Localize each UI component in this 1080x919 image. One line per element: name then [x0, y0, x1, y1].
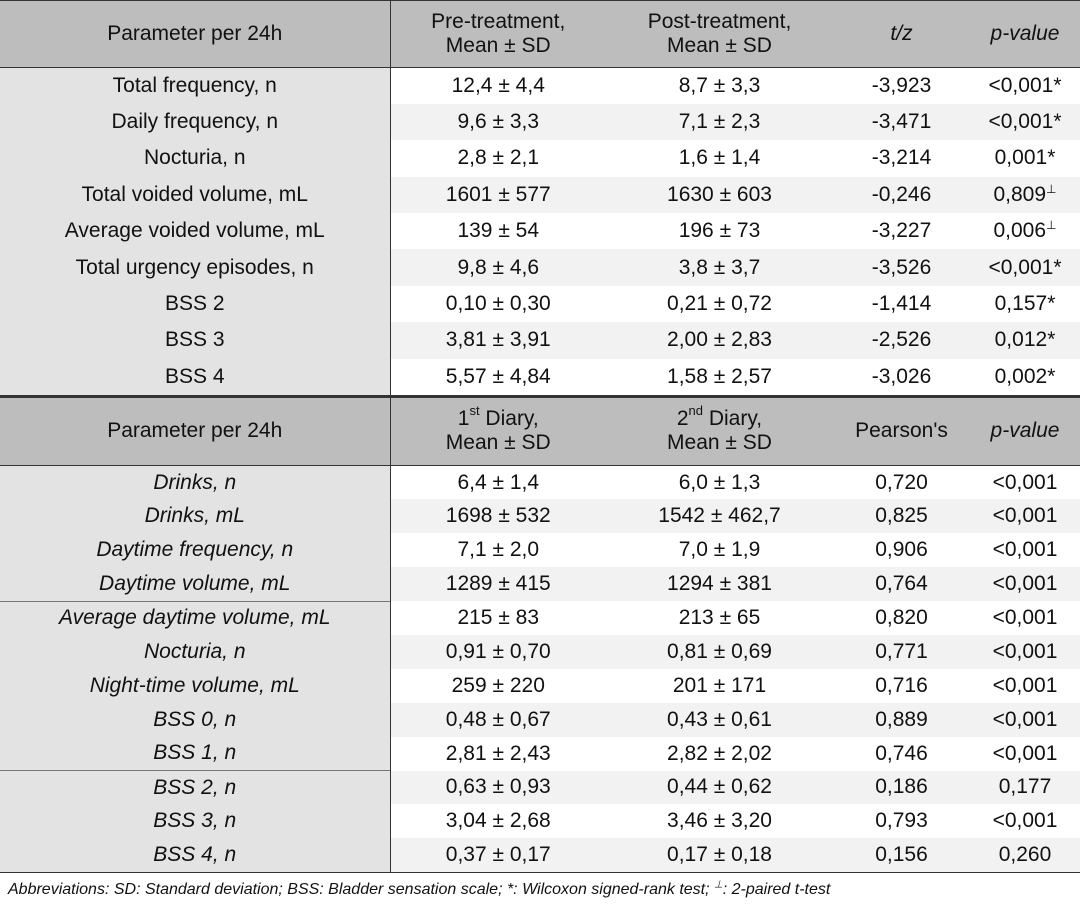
post-treatment-value: 8,7 ± 3,3: [606, 68, 833, 104]
header-t-z: t/z: [833, 1, 970, 68]
first-diary-value: 0,91 ± 0,70: [390, 635, 606, 669]
test-marker: ⊥: [1046, 218, 1057, 233]
post-treatment-value: 0,21 ± 0,72: [606, 286, 833, 322]
test-marker: *: [1047, 292, 1056, 316]
first-diary-value: 2,81 ± 2,43: [390, 737, 606, 771]
test-marker: *: [1047, 146, 1056, 170]
t-z-value: -3,526: [833, 249, 970, 285]
table-row: [0, 533, 1080, 567]
test-marker: *: [1053, 255, 1062, 279]
second-diary-value: 2,82 ± 2,02: [606, 737, 833, 771]
table-row: [0, 601, 1080, 635]
p-value: 0,260: [970, 838, 1080, 872]
t-z-value: -1,414: [833, 286, 970, 322]
t-z-value: -3,471: [833, 104, 970, 140]
first-diary-value: 215 ± 83: [390, 601, 606, 635]
footnote: Abbreviations: SD: Standard deviation; BSS: Bladder sensation scale; *: Wilcoxon signed-rank test; ⊥: 2-paired t-test: [8, 879, 831, 898]
table-header-row: [0, 1, 1080, 68]
table-row: [0, 249, 1080, 285]
row-parameter: Total urgency episodes, n: [0, 249, 390, 285]
p-value: <0,001: [970, 737, 1080, 771]
second-diary-value: 213 ± 65: [606, 601, 833, 635]
t-z-value: -3,923: [833, 68, 970, 104]
treatment-comparison-table: [0, 0, 1080, 396]
p-value: <0,001: [970, 635, 1080, 669]
header-p-value: p-value: [970, 397, 1080, 466]
pearson-value: 0,906: [833, 533, 970, 567]
p-value: <0,001: [970, 499, 1080, 533]
table-row: [0, 838, 1080, 872]
test-marker: ⊥: [1046, 181, 1057, 196]
table-row: [0, 104, 1080, 140]
row-parameter: BSS 4: [0, 359, 390, 395]
first-diary-value: 259 ± 220: [390, 669, 606, 703]
header-parameter: Parameter per 24h: [0, 1, 390, 68]
pre-treatment-value: 139 ± 54: [390, 213, 606, 249]
post-treatment-value: 7,1 ± 2,3: [606, 104, 833, 140]
pre-treatment-value: 1601 ± 577: [390, 177, 606, 213]
pearson-value: 0,889: [833, 703, 970, 737]
header-first-diary: 1st Diary, Mean ± SD: [390, 397, 606, 466]
second-diary-value: 0,17 ± 0,18: [606, 838, 833, 872]
header-second-diary: 2nd Diary, Mean ± SD: [606, 397, 833, 466]
post-treatment-value: 196 ± 73: [606, 213, 833, 249]
second-diary-value: 3,46 ± 3,20: [606, 804, 833, 838]
p-value: <0,001*: [970, 104, 1080, 140]
test-marker: *: [1047, 328, 1056, 352]
test-marker: *: [1053, 73, 1062, 97]
row-parameter: Night-time volume, mL: [0, 669, 390, 703]
second-diary-value: 0,44 ± 0,62: [606, 771, 833, 805]
second-diary-value: 7,0 ± 1,9: [606, 533, 833, 567]
table-row: [0, 703, 1080, 737]
p-value: 0,177: [970, 771, 1080, 805]
second-diary-value: 1294 ± 381: [606, 567, 833, 601]
t-z-value: -3,214: [833, 140, 970, 176]
header-pre-treatment: Pre-treatment, Mean ± SD: [390, 1, 606, 68]
pre-treatment-value: 0,10 ± 0,30: [390, 286, 606, 322]
pre-treatment-value: 12,4 ± 4,4: [390, 68, 606, 104]
table-row: [0, 359, 1080, 395]
pearson-value: 0,825: [833, 499, 970, 533]
first-diary-value: 1289 ± 415: [390, 567, 606, 601]
p-value: 0,012*: [970, 322, 1080, 358]
p-value: <0,001*: [970, 249, 1080, 285]
row-parameter: Drinks, n: [0, 466, 390, 500]
pearson-value: 0,746: [833, 737, 970, 771]
table-row: [0, 213, 1080, 249]
pearson-value: 0,720: [833, 466, 970, 500]
t-z-value: -3,227: [833, 213, 970, 249]
post-treatment-value: 1,6 ± 1,4: [606, 140, 833, 176]
row-parameter: BSS 3, n: [0, 804, 390, 838]
pearson-value: 0,156: [833, 838, 970, 872]
pre-treatment-value: 9,8 ± 4,6: [390, 249, 606, 285]
p-value: <0,001: [970, 804, 1080, 838]
table-row: [0, 68, 1080, 104]
second-diary-value: 201 ± 171: [606, 669, 833, 703]
header-parameter: Parameter per 24h: [0, 397, 390, 466]
second-diary-value: 1542 ± 462,7: [606, 499, 833, 533]
first-diary-value: 7,1 ± 2,0: [390, 533, 606, 567]
table-row: [0, 177, 1080, 213]
table-header-row: [0, 397, 1080, 466]
row-parameter: Drinks, mL: [0, 499, 390, 533]
pearson-value: 0,820: [833, 601, 970, 635]
row-parameter: BSS 1, n: [0, 737, 390, 771]
table-row: [0, 737, 1080, 771]
row-parameter: Nocturia, n: [0, 635, 390, 669]
pearson-value: 0,186: [833, 771, 970, 805]
table-row: [0, 635, 1080, 669]
pre-treatment-value: 5,57 ± 4,84: [390, 359, 606, 395]
table-row: [0, 771, 1080, 805]
post-treatment-value: 1630 ± 603: [606, 177, 833, 213]
row-parameter: Daily frequency, n: [0, 104, 390, 140]
pearson-value: 0,771: [833, 635, 970, 669]
pearson-value: 0,764: [833, 567, 970, 601]
row-parameter: BSS 0, n: [0, 703, 390, 737]
p-value: 0,001*: [970, 140, 1080, 176]
p-value: <0,001*: [970, 68, 1080, 104]
row-parameter: BSS 2, n: [0, 771, 390, 805]
pre-treatment-value: 3,81 ± 3,91: [390, 322, 606, 358]
row-parameter: BSS 3: [0, 322, 390, 358]
t-z-value: -0,246: [833, 177, 970, 213]
p-value: <0,001: [970, 533, 1080, 567]
p-value: <0,001: [970, 466, 1080, 500]
first-diary-value: 3,04 ± 2,68: [390, 804, 606, 838]
row-parameter: BSS 4, n: [0, 838, 390, 872]
row-parameter: Total voided volume, mL: [0, 177, 390, 213]
first-diary-value: 1698 ± 532: [390, 499, 606, 533]
table-row: [0, 669, 1080, 703]
t-z-value: -2,526: [833, 322, 970, 358]
second-diary-value: 6,0 ± 1,3: [606, 466, 833, 500]
post-treatment-value: 3,8 ± 3,7: [606, 249, 833, 285]
post-treatment-value: 1,58 ± 2,57: [606, 359, 833, 395]
header-pearsons: Pearson's: [833, 397, 970, 466]
second-diary-value: 0,81 ± 0,69: [606, 635, 833, 669]
t-z-value: -3,026: [833, 359, 970, 395]
table-row: [0, 567, 1080, 601]
p-value: 0,157*: [970, 286, 1080, 322]
p-value: <0,001: [970, 703, 1080, 737]
p-value: <0,001: [970, 601, 1080, 635]
table-row: [0, 140, 1080, 176]
row-parameter: Average voided volume, mL: [0, 213, 390, 249]
row-parameter: Daytime frequency, n: [0, 533, 390, 567]
diary-reliability-table: [0, 396, 1080, 873]
pre-treatment-value: 9,6 ± 3,3: [390, 104, 606, 140]
first-diary-value: 0,48 ± 0,67: [390, 703, 606, 737]
p-value: 0,809⊥: [970, 177, 1080, 213]
row-parameter: Total frequency, n: [0, 68, 390, 104]
table-row: [0, 804, 1080, 838]
header-p-value: p-value: [970, 1, 1080, 68]
table-row: [0, 499, 1080, 533]
first-diary-value: 0,63 ± 0,93: [390, 771, 606, 805]
row-parameter: Daytime volume, mL: [0, 567, 390, 601]
test-marker: *: [1053, 110, 1062, 134]
table-row: [0, 466, 1080, 500]
test-marker: *: [1047, 364, 1056, 388]
table-row: [0, 322, 1080, 358]
row-parameter: Average daytime volume, mL: [0, 601, 390, 635]
second-diary-value: 0,43 ± 0,61: [606, 703, 833, 737]
post-treatment-value: 2,00 ± 2,83: [606, 322, 833, 358]
table-row: [0, 286, 1080, 322]
pre-treatment-value: 2,8 ± 2,1: [390, 140, 606, 176]
first-diary-value: 0,37 ± 0,17: [390, 838, 606, 872]
row-parameter: BSS 2: [0, 286, 390, 322]
row-parameter: Nocturia, n: [0, 140, 390, 176]
header-post-treatment: Post-treatment, Mean ± SD: [606, 1, 833, 68]
first-diary-value: 6,4 ± 1,4: [390, 466, 606, 500]
p-value: 0,006⊥: [970, 213, 1080, 249]
pearson-value: 0,793: [833, 804, 970, 838]
p-value: <0,001: [970, 669, 1080, 703]
p-value: 0,002*: [970, 359, 1080, 395]
p-value: <0,001: [970, 567, 1080, 601]
pearson-value: 0,716: [833, 669, 970, 703]
